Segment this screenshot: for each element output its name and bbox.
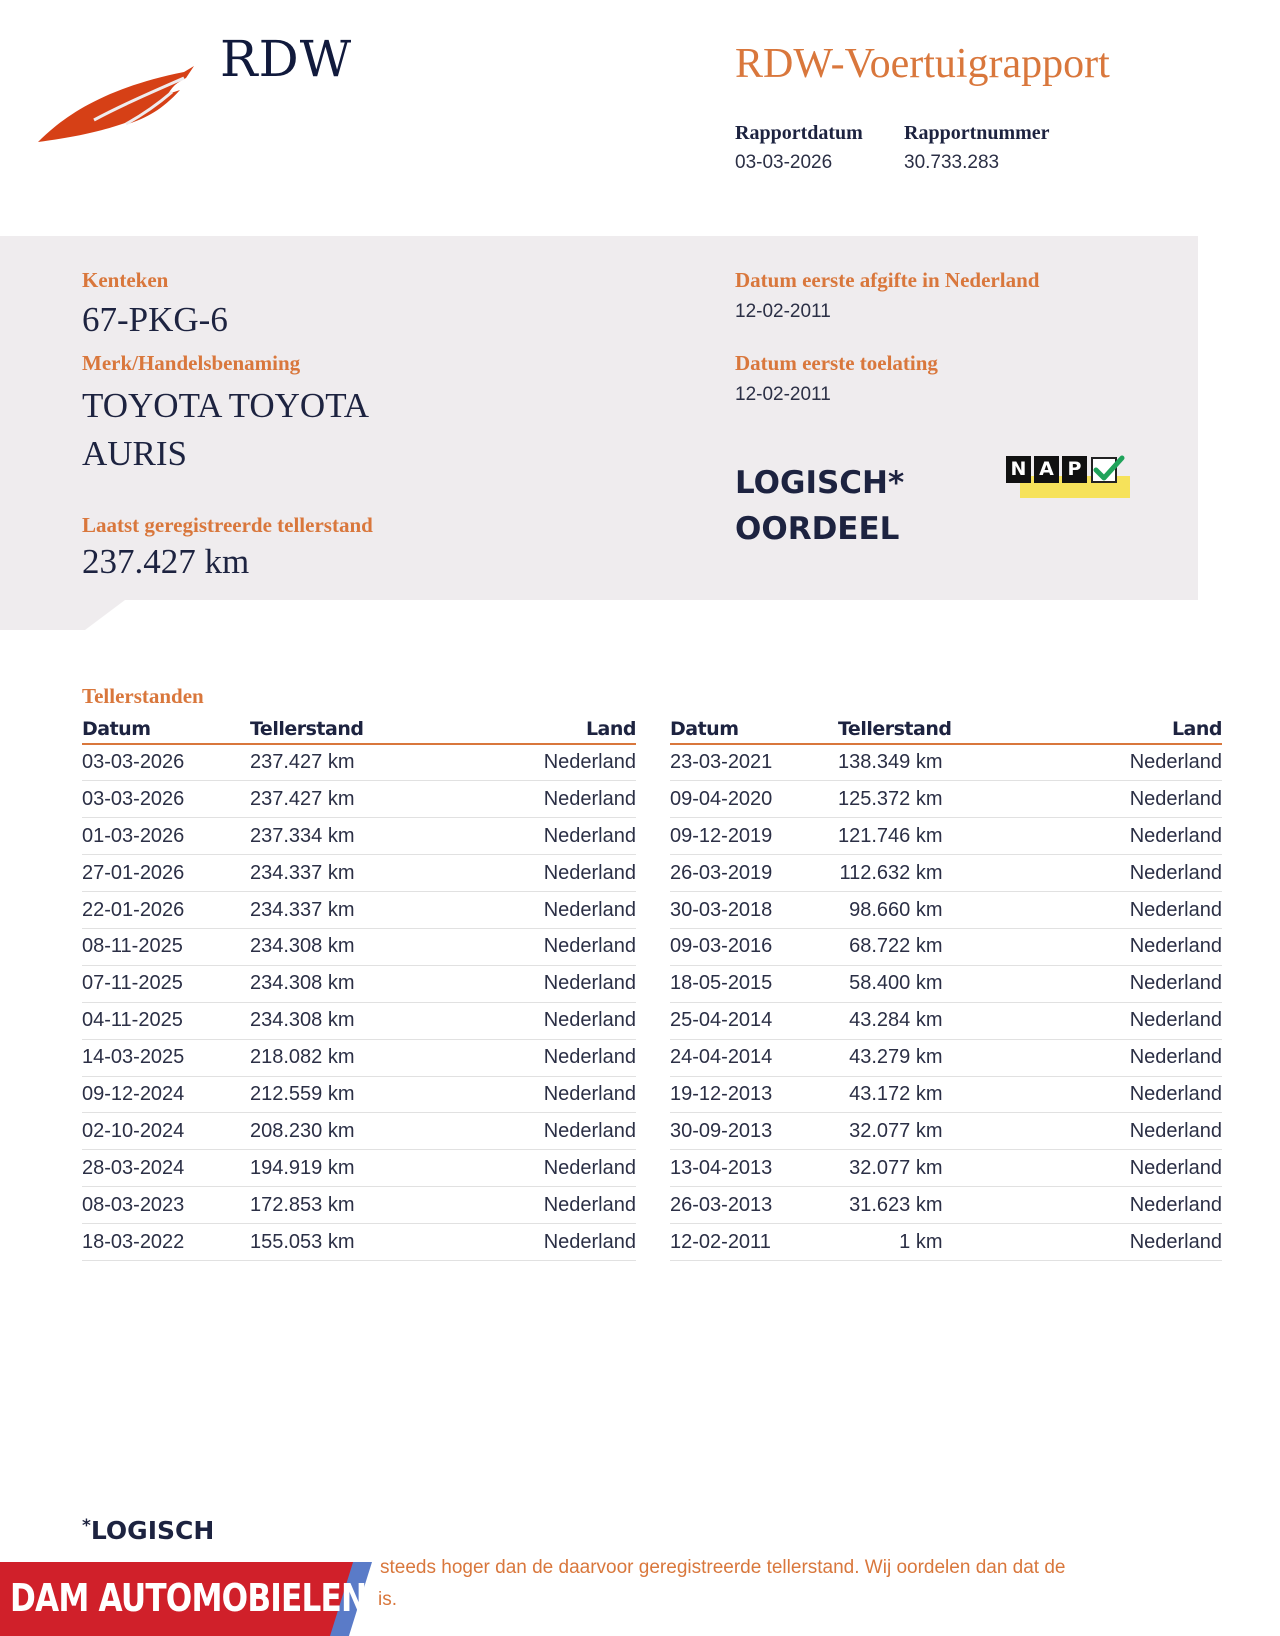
row-date: 23-03-2021	[670, 744, 838, 781]
row-date: 12-02-2011	[670, 1224, 838, 1261]
table-row	[82, 1039, 636, 1076]
table-row	[670, 781, 1222, 818]
row-reading: 138.349 km	[838, 744, 1025, 781]
row-date: 14-03-2025	[82, 1039, 250, 1076]
row-reading: 43.284 km	[838, 1002, 1025, 1039]
table-header-row	[82, 714, 636, 744]
row-country: Nederland	[426, 1113, 636, 1150]
row-country: Nederland	[426, 744, 636, 781]
row-date: 08-11-2025	[82, 928, 250, 965]
row-date: 08-03-2023	[82, 1187, 250, 1224]
row-date: 09-12-2019	[670, 818, 838, 855]
make-label: Merk/Handelsbenaming	[82, 351, 301, 375]
dealer-name: DAM AUTOMOBIELEN	[10, 1576, 367, 1620]
row-reading: 31.623 km	[838, 1187, 1025, 1224]
report-date	[735, 122, 863, 174]
row-reading: 98.660 km	[838, 892, 1025, 929]
table-row	[670, 892, 1222, 929]
row-date: 25-04-2014	[670, 1002, 838, 1039]
row-reading: 172.853 km	[250, 1187, 426, 1224]
dealer-banner	[0, 1562, 372, 1636]
first-admission-label: Datum eerste toelating	[735, 351, 938, 375]
table-row	[670, 1076, 1222, 1113]
verdict-line-2: OORDEEL	[735, 511, 900, 547]
row-reading: 234.308 km	[250, 965, 426, 1002]
report-number-label: Rapportnummer	[904, 122, 1050, 144]
nap-letter-a: A	[1034, 456, 1059, 483]
row-date: 09-04-2020	[670, 781, 838, 818]
row-reading: 32.077 km	[838, 1113, 1025, 1150]
footnote-line-2: is.	[378, 1589, 397, 1610]
row-date: 22-01-2026	[82, 892, 250, 929]
row-date: 07-11-2025	[82, 965, 250, 1002]
table-row	[82, 818, 636, 855]
odometer-value: 237.427 km	[82, 542, 250, 581]
table-row	[670, 928, 1222, 965]
table-row	[670, 855, 1222, 892]
first-nl-label: Datum eerste afgifte in Nederland	[735, 268, 1040, 292]
row-country: Nederland	[1025, 1113, 1222, 1150]
header-reading: Tellerstand	[250, 714, 426, 744]
header-reading: Tellerstand	[838, 714, 1025, 744]
row-date: 18-03-2022	[82, 1224, 250, 1261]
table-row	[82, 965, 636, 1002]
row-country: Nederland	[426, 1076, 636, 1113]
odometer-history-title: Tellerstanden	[82, 684, 204, 708]
first-nl-value: 12-02-2011	[735, 301, 831, 322]
footnote-title	[82, 1516, 214, 1545]
table-row	[82, 1113, 636, 1150]
report-number	[904, 122, 1050, 174]
table-row	[82, 781, 636, 818]
row-reading: 121.746 km	[838, 818, 1025, 855]
verdict-line-1: LOGISCH*	[735, 465, 905, 501]
nap-badge	[1006, 452, 1130, 500]
table-row	[670, 1113, 1222, 1150]
row-date: 02-10-2024	[82, 1113, 250, 1150]
row-date: 30-09-2013	[670, 1113, 838, 1150]
make-line-1: TOYOTA TOYOTA	[82, 386, 370, 425]
row-date: 26-03-2019	[670, 855, 838, 892]
row-country: Nederland	[1025, 1224, 1222, 1261]
row-reading: 194.919 km	[250, 1150, 426, 1187]
row-reading: 125.372 km	[838, 781, 1025, 818]
row-country: Nederland	[1025, 855, 1222, 892]
row-country: Nederland	[1025, 1039, 1222, 1076]
row-country: Nederland	[426, 1002, 636, 1039]
row-country: Nederland	[426, 1039, 636, 1076]
table-row	[82, 1224, 636, 1261]
row-country: Nederland	[1025, 744, 1222, 781]
row-country: Nederland	[426, 892, 636, 929]
row-country: Nederland	[426, 818, 636, 855]
row-country: Nederland	[1025, 781, 1222, 818]
row-country: Nederland	[426, 855, 636, 892]
table-row	[670, 1187, 1222, 1224]
row-reading: 237.427 km	[250, 781, 426, 818]
row-country: Nederland	[1025, 892, 1222, 929]
first-admission-value: 12-02-2011	[735, 384, 831, 405]
table-row	[670, 1224, 1222, 1261]
row-date: 09-12-2024	[82, 1076, 250, 1113]
row-date: 18-05-2015	[670, 965, 838, 1002]
row-reading: 218.082 km	[250, 1039, 426, 1076]
table-row	[82, 1002, 636, 1039]
row-country: Nederland	[1025, 928, 1222, 965]
row-reading: 155.053 km	[250, 1224, 426, 1261]
row-date: 26-03-2013	[670, 1187, 838, 1224]
row-reading: 1 km	[838, 1224, 1025, 1261]
row-country: Nederland	[426, 1224, 636, 1261]
report-title: RDW-Voertuigrapport	[735, 41, 1110, 87]
row-date: 03-03-2026	[82, 781, 250, 818]
footnote-line-1: steeds hoger dan de daarvoor geregistreerde tellerstand. Wij oordelen dan dat de	[380, 1557, 1066, 1578]
header-country: Land	[426, 714, 636, 744]
verdict	[735, 460, 904, 552]
table-row	[670, 965, 1222, 1002]
table-row	[82, 928, 636, 965]
table-row	[670, 818, 1222, 855]
row-reading: 234.337 km	[250, 892, 426, 929]
row-reading: 43.172 km	[838, 1076, 1025, 1113]
footnote-star: *	[82, 1516, 91, 1536]
odometer-table-left	[82, 714, 636, 1261]
table-row	[82, 744, 636, 781]
row-reading: 234.308 km	[250, 928, 426, 965]
header-date: Datum	[670, 714, 838, 744]
table-row	[670, 1002, 1222, 1039]
row-date: 04-11-2025	[82, 1002, 250, 1039]
row-date: 19-12-2013	[670, 1076, 838, 1113]
report-date-label: Rapportdatum	[735, 122, 863, 144]
table-row	[82, 855, 636, 892]
row-reading: 32.077 km	[838, 1150, 1025, 1187]
row-reading: 237.427 km	[250, 744, 426, 781]
table-row	[82, 1076, 636, 1113]
odometer-label: Laatst geregistreerde tellerstand	[82, 513, 373, 537]
row-country: Nederland	[1025, 1150, 1222, 1187]
table-header-row	[670, 714, 1222, 744]
row-date: 09-03-2016	[670, 928, 838, 965]
nap-letter-n: N	[1006, 456, 1031, 483]
row-country: Nederland	[1025, 1002, 1222, 1039]
row-date: 24-04-2014	[670, 1039, 838, 1076]
table-row	[82, 1187, 636, 1224]
row-date: 03-03-2026	[82, 744, 250, 781]
row-date: 30-03-2018	[670, 892, 838, 929]
plate-value: 67-PKG-6	[82, 300, 228, 339]
row-country: Nederland	[426, 965, 636, 1002]
row-reading: 68.722 km	[838, 928, 1025, 965]
row-date: 01-03-2026	[82, 818, 250, 855]
make-line-2: AURIS	[82, 434, 188, 473]
row-date: 13-04-2013	[670, 1150, 838, 1187]
footnote-title-text: LOGISCH	[90, 1516, 215, 1545]
row-reading: 212.559 km	[250, 1076, 426, 1113]
header-country: Land	[1025, 714, 1222, 744]
row-reading: 237.334 km	[250, 818, 426, 855]
nap-check-icon	[1090, 454, 1126, 486]
row-country: Nederland	[426, 781, 636, 818]
table-row	[670, 744, 1222, 781]
rdw-logo-icon	[34, 58, 199, 146]
nap-letter-p: P	[1062, 456, 1087, 483]
row-country: Nederland	[1025, 1187, 1222, 1224]
row-date: 27-01-2026	[82, 855, 250, 892]
row-reading: 234.308 km	[250, 1002, 426, 1039]
row-country: Nederland	[426, 928, 636, 965]
table-row	[82, 892, 636, 929]
header-date: Datum	[82, 714, 250, 744]
row-reading: 43.279 km	[838, 1039, 1025, 1076]
row-country: Nederland	[426, 1150, 636, 1187]
table-row	[82, 1150, 636, 1187]
odometer-table-right	[670, 714, 1222, 1261]
row-reading: 234.337 km	[250, 855, 426, 892]
row-country: Nederland	[1025, 965, 1222, 1002]
table-row	[670, 1039, 1222, 1076]
report-date-value: 03-03-2026	[735, 152, 833, 173]
row-reading: 208.230 km	[250, 1113, 426, 1150]
row-date: 28-03-2024	[82, 1150, 250, 1187]
plate-label: Kenteken	[82, 268, 169, 292]
row-country: Nederland	[426, 1187, 636, 1224]
row-country: Nederland	[1025, 1076, 1222, 1113]
row-country: Nederland	[1025, 818, 1222, 855]
brand-name: RDW	[220, 30, 353, 88]
panel-tab-shape	[0, 600, 125, 630]
row-reading: 112.632 km	[838, 855, 1025, 892]
report-number-value: 30.733.283	[904, 152, 1000, 173]
table-row	[670, 1150, 1222, 1187]
row-reading: 58.400 km	[838, 965, 1025, 1002]
